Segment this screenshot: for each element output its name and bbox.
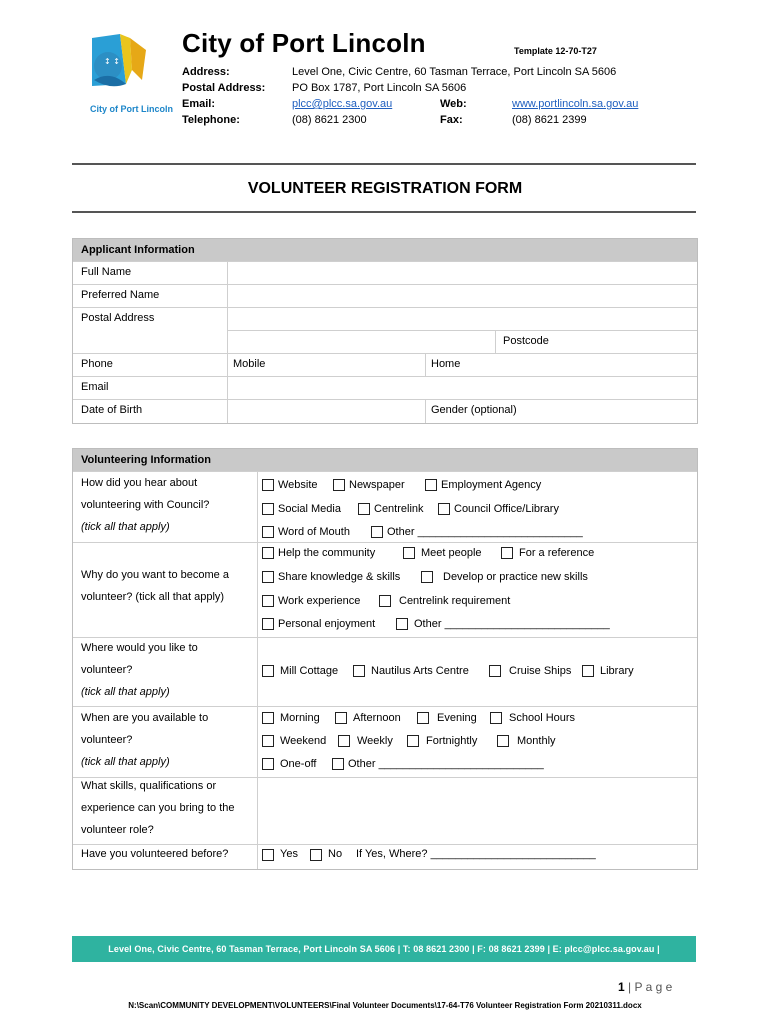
meet-people-option: Meet people: [421, 547, 482, 559]
page-number-value: 1: [618, 980, 625, 994]
postal-address-field-label: Postal Address: [81, 312, 155, 324]
volunteered-before-question: Have you volunteered before?: [81, 848, 229, 860]
centrelink-requirement-option: Centrelink requirement: [399, 595, 511, 607]
footer-contact-bar: Level One, Civic Centre, 60 Tasman Terrace, Port Lincoln SA 5606 | T: 08 8621 2300 | F: 08 8621 2399 | E: plcc@plcc.sa.gov.au | www.portlincoln.sa.gov.au: [72, 936, 696, 962]
afternoon-option: Afternoon: [353, 712, 401, 724]
telephone-label: Telephone:: [182, 114, 240, 126]
meet-people-checkbox[interactable]: [403, 547, 415, 559]
library-checkbox[interactable]: [582, 665, 594, 677]
volunteered-where-prompt: If Yes, Where? ___________________________: [356, 848, 596, 860]
postal-address-row: [73, 307, 697, 353]
cruise-ships-option: Cruise Ships: [509, 665, 572, 677]
preferred-name-field[interactable]: [228, 285, 697, 307]
monthly-option: Monthly: [517, 735, 556, 747]
email-label: Email:: [182, 98, 216, 110]
weekly-option: Weekly: [357, 735, 393, 747]
centrelink-option: Centrelink: [374, 503, 424, 515]
preferred-name-label: Preferred Name: [81, 289, 160, 301]
council-logo: [86, 30, 173, 132]
title-divider: [72, 211, 696, 213]
hear-question-line2: volunteering with Council?: [81, 499, 210, 511]
phone-row: [73, 353, 697, 376]
skills-question-line3: volunteer role?: [81, 824, 154, 836]
why-question-line1: Why do you want to become a: [81, 569, 229, 581]
reference-option: For a reference: [519, 547, 595, 559]
volunteered-yes-option: Yes: [280, 848, 298, 860]
availability-row: [73, 706, 697, 777]
hear-question-hint: (tick all that apply): [81, 521, 170, 533]
skills-question-line1: What skills, qualifications or: [81, 780, 217, 792]
header-divider: [72, 163, 696, 165]
applicant-section-heading: Applicant Information: [73, 239, 697, 261]
why-other-checkbox[interactable]: [396, 618, 408, 630]
hear-other-checkbox[interactable]: [371, 526, 383, 538]
where-volunteer-row: [73, 637, 697, 706]
newspaper-checkbox[interactable]: [333, 479, 345, 491]
work-experience-checkbox[interactable]: [262, 595, 274, 607]
weekend-checkbox[interactable]: [262, 735, 274, 747]
newspaper-option: Newspaper: [349, 479, 405, 491]
school-hours-checkbox[interactable]: [490, 712, 502, 724]
address-label: Address:: [182, 66, 230, 78]
website-link[interactable]: www.portlincoln.sa.gov.au: [512, 98, 639, 110]
skills-field[interactable]: [258, 778, 697, 844]
website-option: Website: [278, 479, 318, 491]
gender-label: Gender (optional): [431, 404, 517, 416]
one-off-checkbox[interactable]: [262, 758, 274, 770]
mobile-label: Mobile: [233, 358, 266, 370]
organization-name: City of Port Lincoln: [182, 28, 426, 58]
fortnightly-checkbox[interactable]: [407, 735, 419, 747]
afternoon-checkbox[interactable]: [335, 712, 347, 724]
email-row: [73, 376, 697, 399]
full-name-field[interactable]: [228, 262, 697, 284]
email-field[interactable]: [228, 377, 697, 399]
fortnightly-option: Fortnightly: [426, 735, 478, 747]
when-question-hint: (tick all that apply): [81, 756, 170, 768]
email-field-label: Email: [81, 381, 109, 393]
council-office-checkbox[interactable]: [438, 503, 450, 515]
postal-address-value: PO Box 1787, Port Lincoln SA 5606: [292, 82, 467, 94]
weekend-option: Weekend: [280, 735, 327, 747]
mill-cottage-option: Mill Cottage: [280, 665, 339, 677]
volunteering-section-heading: Volunteering Information: [73, 449, 697, 471]
morning-option: Morning: [280, 712, 320, 724]
word-of-mouth-checkbox[interactable]: [262, 526, 274, 538]
page-label: | P a g e: [628, 980, 673, 994]
personal-enjoyment-option: Personal enjoyment: [278, 618, 376, 630]
library-option: Library: [600, 665, 634, 677]
help-community-checkbox[interactable]: [262, 547, 274, 559]
school-hours-option: School Hours: [509, 712, 576, 724]
develop-skills-option: Develop or practice new skills: [443, 571, 588, 583]
preferred-name-row: [73, 284, 697, 307]
nautilus-arts-option: Nautilus Arts Centre: [371, 665, 469, 677]
why-other-option: Other ___________________________: [414, 618, 610, 630]
word-of-mouth-option: Word of Mouth: [278, 526, 350, 538]
phone-label: Phone: [81, 358, 113, 370]
volunteering-information-section: [72, 448, 698, 870]
address-value: Level One, Civic Centre, 60 Tasman Terrace, Port Lincoln SA 5606: [292, 66, 617, 78]
postcode-label: Postcode: [503, 335, 549, 347]
fax-value: (08) 8621 2399: [512, 114, 587, 126]
form-title: VOLUNTEER REGISTRATION FORM: [247, 180, 523, 197]
centrelink-requirement-checkbox[interactable]: [379, 595, 391, 607]
reference-checkbox[interactable]: [501, 547, 513, 559]
file-path: N:\Scan\COMMUNITY DEVELOPMENT\VOLUNTEERS\Final Volunteer Documents\17-64-T76 Volunteer Registration Form 20210311.docx: [128, 1001, 642, 1010]
logo-wordmark: City of Port Lincoln: [90, 104, 173, 114]
dob-label: Date of Birth: [81, 404, 143, 416]
personal-enjoyment-checkbox[interactable]: [262, 618, 274, 630]
where-question-line1: Where would you like to: [81, 642, 198, 654]
when-question-line1: When are you available to: [81, 712, 209, 724]
hear-other-option: Other ___________________________: [387, 526, 583, 538]
why-question-line2: volunteer? (tick all that apply): [81, 591, 225, 603]
svg-text:↕ ↕: ↕ ↕: [104, 57, 120, 66]
share-knowledge-option: Share knowledge & skills: [278, 571, 401, 583]
email-link[interactable]: plcc@plcc.sa.gov.au: [292, 98, 393, 110]
one-off-option: One-off: [280, 758, 317, 770]
hear-about-row: [73, 471, 697, 542]
employment-agency-option: Employment Agency: [441, 479, 542, 491]
work-experience-option: Work experience: [278, 595, 361, 607]
cruise-ships-checkbox[interactable]: [489, 665, 501, 677]
where-question-line2: volunteer?: [81, 664, 133, 676]
postal-address-field[interactable]: [228, 308, 697, 330]
fax-label: Fax:: [440, 114, 463, 126]
when-other-option: Other ___________________________: [348, 758, 544, 770]
evening-option: Evening: [437, 712, 477, 724]
employment-agency-checkbox[interactable]: [425, 479, 437, 491]
monthly-checkbox[interactable]: [497, 735, 509, 747]
social-media-option: Social Media: [278, 503, 341, 515]
develop-skills-checkbox[interactable]: [421, 571, 433, 583]
volunteered-yes-checkbox[interactable]: [262, 849, 274, 861]
volunteered-no-checkbox[interactable]: [310, 849, 322, 861]
applicant-information-section: [72, 238, 698, 424]
page-number: [618, 980, 672, 994]
volunteered-before-row: [73, 844, 697, 869]
nautilus-arts-checkbox[interactable]: [353, 665, 365, 677]
morning-checkbox[interactable]: [262, 712, 274, 724]
full-name-label: Full Name: [81, 266, 132, 278]
why-volunteer-row: [73, 542, 697, 637]
centrelink-checkbox[interactable]: [358, 503, 370, 515]
template-id: Template 12-70-T27: [514, 46, 597, 56]
evening-checkbox[interactable]: [417, 712, 429, 724]
weekly-checkbox[interactable]: [338, 735, 350, 747]
full-name-row: [73, 261, 697, 284]
web-label: Web:: [440, 98, 467, 110]
skills-row: [73, 777, 697, 844]
volunteered-no-option: No: [328, 848, 343, 860]
skills-question-line2: experience can you bring to the: [81, 802, 235, 814]
mill-cottage-checkbox[interactable]: [262, 665, 274, 677]
help-community-option: Help the community: [278, 547, 376, 559]
social-media-checkbox[interactable]: [262, 503, 274, 515]
when-question-line2: volunteer?: [81, 734, 133, 746]
share-knowledge-checkbox[interactable]: [262, 571, 274, 583]
dob-row: [73, 399, 697, 423]
when-other-checkbox[interactable]: [332, 758, 344, 770]
website-checkbox[interactable]: [262, 479, 274, 491]
council-office-option: Council Office/Library: [454, 503, 559, 515]
postal-address-label: Postal Address:: [182, 82, 266, 94]
home-phone-label: Home: [431, 358, 461, 370]
where-question-hint: (tick all that apply): [81, 686, 170, 698]
hear-question-line1: How did you hear about: [81, 477, 198, 489]
telephone-value: (08) 8621 2300: [292, 114, 367, 126]
